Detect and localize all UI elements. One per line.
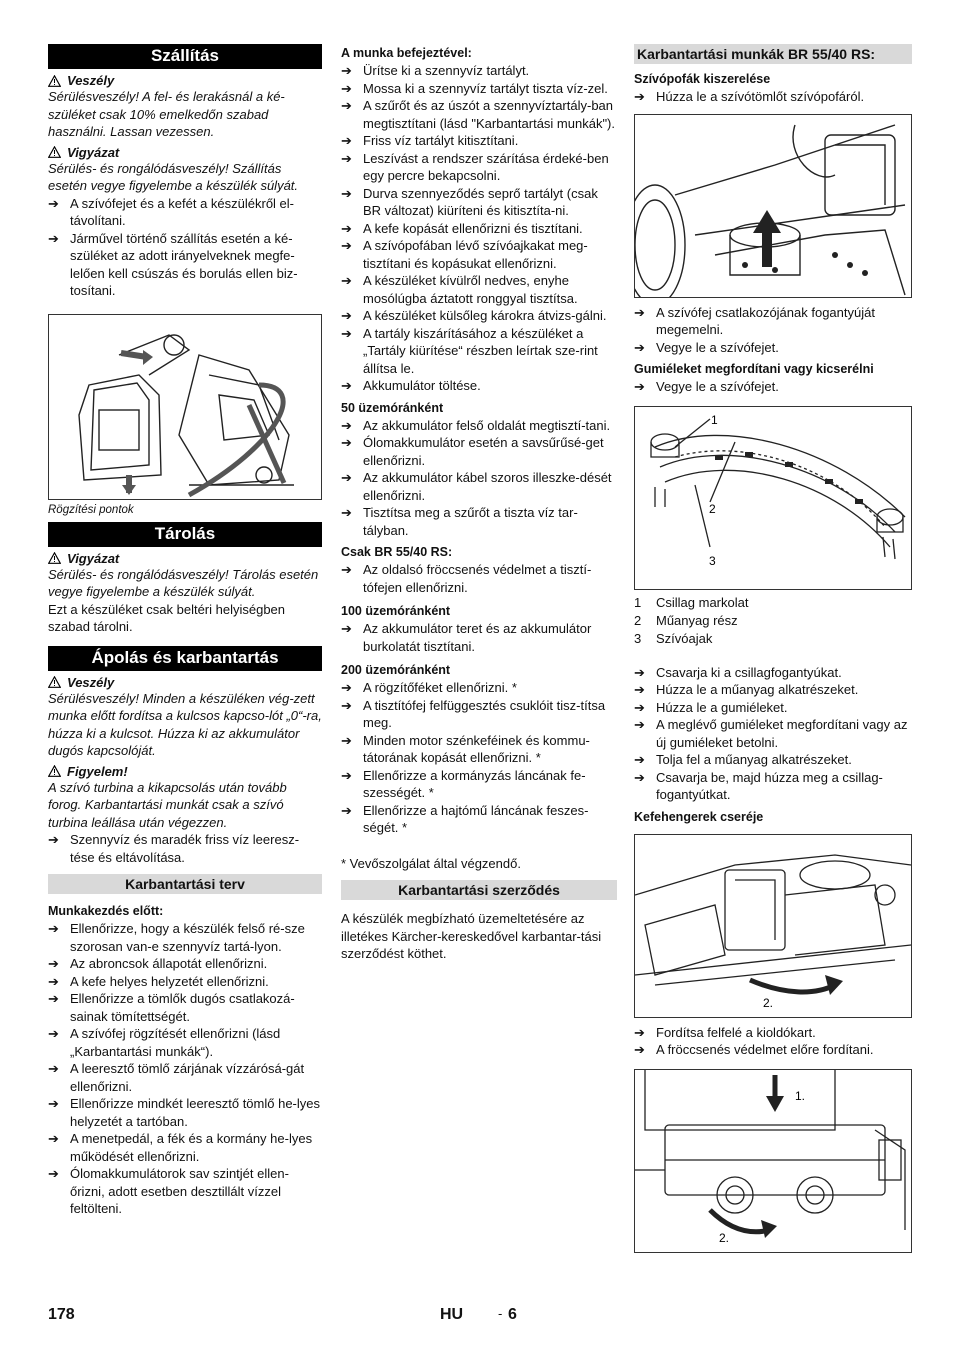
subheading-before-work: Munkakezdés előtt: — [48, 904, 164, 918]
arrow-right-icon: ➔ — [341, 80, 352, 96]
subheading-remove-squeegee: Szívópofák kiszerelése — [634, 72, 771, 86]
page-separator: - — [498, 1306, 503, 1321]
list-item: ➔ Durva szennyeződés seprő tartályt (csak BR változat) kiüríteni és kitisztíta-ni. — [341, 185, 598, 218]
list-item: ➔ Leszívást a rendszer szárítása érdeké-ben egy percre bekapcsolni. — [341, 150, 609, 183]
arrow-right-icon: ➔ — [341, 98, 352, 113]
list-item: ➔ A kefe helyes helyzetét ellenőrizni. — [48, 973, 269, 989]
arrow-right-icon: ➔ — [341, 562, 352, 577]
arrow-right-icon: ➔ — [634, 89, 645, 104]
warning-caution-2 — [48, 551, 322, 566]
arrow-right-icon: ➔ — [341, 220, 352, 236]
legend-item: 3 Szívóajak — [634, 630, 713, 646]
page-number: 178 — [48, 1306, 75, 1323]
warning-triangle-icon — [48, 676, 61, 688]
subheading-200h: 200 üzemóránként — [341, 663, 451, 677]
list-item: ➔ Friss víz tartályt kitisztítani. — [341, 133, 519, 148]
warning-title: Vigyázat — [67, 550, 120, 566]
arrow-right-icon: ➔ — [341, 150, 352, 166]
list-item: ➔ Ellenőrizze a hajtómű láncának feszes-ségét. * — [341, 802, 589, 835]
warning-attention — [48, 764, 322, 779]
figure-label-3: 3 — [709, 553, 716, 568]
arrow-right-icon: ➔ — [48, 195, 59, 211]
warning-text: Sérülésveszély! A fel- és lerakásnál a ké-szüléket csak 10% emelkedőn szabad használni. Lassan vezessen. — [48, 89, 285, 139]
figure-release-lever — [634, 834, 912, 1018]
arrow-right-icon: ➔ — [341, 63, 352, 78]
list-item: ➔ Tisztítsa meg a szűrőt a tiszta víz tar-tályban. — [341, 505, 578, 538]
footnote: * Vevőszolgálat által végzendő. — [341, 855, 521, 871]
figure-label-2: 2. — [763, 995, 774, 1010]
list-item: ➔ Ólomakkumulátorok sav szintjét ellen-őrizni, adott esetben desztillált vízzel feltölteni. — [48, 1166, 289, 1216]
list-item: ➔ A szívófejet és a kefét a készülékről el-távolítani. — [48, 195, 294, 228]
list-item: ➔ Csavarja be, majd húzza meg a csillag-fogantyútkat. — [634, 769, 883, 802]
list-item: ➔ A készüléket kívülről nedves, enyhe mosólúgba áztatott ronggyal tisztítsa. — [341, 273, 578, 306]
list-item: ➔ Szennyvíz és maradék friss víz leeresz-tése és eltávolítása. — [48, 832, 300, 865]
warning-title: Vigyázat — [67, 144, 120, 160]
list-item: ➔ Húzza le a szívótömlőt szívópofáról. — [634, 89, 865, 104]
heading-maintenance-work: Karbantartási munkák BR 55/40 RS: — [634, 44, 912, 64]
arrow-right-icon: ➔ — [634, 769, 645, 785]
list-item: ➔ Húzza le a gumiéleket. — [634, 699, 788, 715]
arrow-right-icon: ➔ — [48, 230, 59, 246]
list-item: ➔ A kefe kopását ellenőrizni és tisztítani. — [341, 220, 583, 236]
language-code: HU — [440, 1306, 464, 1323]
list-item: ➔ Vegye le a szívófejet. — [634, 379, 779, 394]
list-item: ➔ Vegye le a szívófejet. — [634, 339, 779, 355]
arrow-right-icon: ➔ — [341, 417, 352, 433]
arrow-right-icon: ➔ — [48, 1061, 59, 1076]
figure-label-2: 2. — [719, 1230, 730, 1245]
arrow-right-icon: ➔ — [341, 732, 352, 748]
figure-suction-hose — [634, 114, 912, 298]
list-item: ➔ A szívófej csatlakozójának fogantyúját megemelni. — [634, 304, 875, 337]
subheading-50h: 50 üzemóránként — [341, 400, 444, 415]
subheading-end-of-work: A munka befejeztével: — [341, 46, 472, 60]
arrow-right-icon: ➔ — [341, 621, 352, 636]
arrow-right-icon: ➔ — [341, 470, 352, 485]
list-item: ➔ A szűrőt és az úszót a szennyvíztartály-ban megtisztítani (lásd "Karbantartási munkák"). — [341, 98, 615, 131]
subheading-rubber-blades: Gumiéleket megfordítani vagy kicserélni — [634, 362, 874, 376]
figure-tie-down-points — [48, 314, 322, 500]
arrow-right-icon: ➔ — [634, 699, 645, 715]
arrow-right-icon: ➔ — [341, 697, 352, 713]
arrow-right-icon: ➔ — [341, 238, 352, 253]
page-footer — [48, 1306, 912, 1330]
arrow-right-icon: ➔ — [48, 1096, 59, 1111]
list-item: ➔ Ellenőrizze mindkét leeresztő tömlő he-lyes helyzetét a tartóban. — [48, 1096, 320, 1129]
list-item: ➔ A szívópofában lévő szívóajkakat meg-tisztítani és kopásukat ellenőrizni. — [341, 238, 588, 271]
arrow-right-icon: ➔ — [634, 664, 645, 680]
list-item: ➔ Az akkumulátor kábel szoros illeszke-dését ellenőrizni. — [341, 470, 612, 503]
arrow-right-icon: ➔ — [341, 133, 352, 148]
arrow-right-icon: ➔ — [341, 185, 352, 201]
arrow-right-icon: ➔ — [634, 339, 645, 355]
figure-squeegee — [634, 406, 912, 590]
list-item: ➔ Az akkumulátor teret és az akkumulátor burkolatát tisztítani. — [341, 621, 592, 654]
arrow-right-icon: ➔ — [341, 680, 352, 695]
list-item: ➔ Ürítse ki a szennyvíz tartályt. — [341, 63, 530, 78]
warning-danger-2 — [48, 675, 322, 690]
column-middle — [341, 44, 617, 963]
warning-triangle-icon — [48, 75, 61, 87]
warning-triangle-icon — [48, 146, 61, 158]
arrow-right-icon: ➔ — [634, 304, 645, 320]
warning-triangle-icon — [48, 552, 61, 564]
warning-title: Veszély — [67, 73, 115, 88]
list-item: ➔ A tisztítófej felfüggesztés csuklóit tisz-títsa meg. — [341, 697, 606, 730]
list-item: ➔ Ólomakkumulátor esetén a savsűrűsé-get ellenőrizni. — [341, 435, 604, 468]
list-item: ➔ A leeresztő tömlő zárjának vízzárósá-gát ellenőrizni. — [48, 1061, 305, 1094]
list-item: ➔ A fröccsenés védelmet előre fordítani. — [634, 1042, 874, 1057]
column-right — [634, 44, 912, 1253]
arrow-right-icon: ➔ — [341, 308, 352, 323]
arrow-right-icon: ➔ — [48, 832, 59, 847]
list-item: ➔ Fordítsa felfelé a kioldókart. — [634, 1024, 816, 1040]
figure-label-1: 1 — [711, 412, 718, 427]
arrow-right-icon: ➔ — [48, 1131, 59, 1146]
list-item: ➔ Az akkumulátor felső oldalát megtisztí-tani. — [341, 417, 611, 433]
warning-caution-1 — [48, 145, 322, 160]
list-item: ➔ Járművel történő szállítás esetén a ké-szüléket az adott irányelveknek megfe-lelően kell csúszás és borulás ellen biz-tosítani. — [48, 230, 298, 298]
column-left — [48, 44, 322, 1218]
figure-label-2: 2 — [709, 501, 716, 516]
page-index: 6 — [508, 1306, 517, 1323]
arrow-right-icon: ➔ — [341, 767, 352, 783]
list-item: ➔ Akkumulátor töltése. — [341, 378, 481, 393]
list-item: ➔ Húzza le a műanyag alkatrészeket. — [634, 682, 859, 697]
heading-maintenance-plan: Karbantartási terv — [48, 874, 322, 894]
arrow-right-icon: ➔ — [634, 682, 645, 697]
list-item: ➔ A menetpedál, a fék és a kormány he-lyes működését ellenőrizni. — [48, 1131, 313, 1164]
list-item: ➔ Csavarja ki a csillagfogantyúkat. — [634, 664, 842, 680]
figure-label-1: 1. — [795, 1088, 806, 1103]
figure-caption: Rögzítési pontok — [48, 503, 134, 516]
warning-text: A szívó turbina a kikapcsolás után tovább forog. Karbantartási munkát csak a szívó turbina leállása után végezzen. — [48, 779, 287, 830]
list-item: ➔ A tartály kiszárításához a készüléket a „Tartály kiürítése“ részben leírtak sze-rint állítsa le. — [341, 325, 598, 376]
contract-text: A készülék megbízható üzemeltetésére az illetékes Kärcher-kereskedővel karbantar-tási szerződést köthet. — [341, 911, 602, 961]
heading-transport: Szállítás — [48, 44, 322, 69]
arrow-right-icon: ➔ — [341, 802, 352, 818]
subheading-br-only: Csak BR 55/40 RS: — [341, 545, 453, 559]
list-item: ➔ Mossa ki a szennyvíz tartályt tiszta víz-zel. — [341, 80, 608, 96]
heading-storage: Tárolás — [48, 522, 322, 547]
list-item: ➔ Ellenőrizze a tömlők dugós csatlakozá-sainak tömítettségét. — [48, 991, 295, 1024]
list-item: ➔ Ellenőrizze a kormányzás láncának fe-szességét. * — [341, 767, 586, 800]
legend-item: 2 Műanyag rész — [634, 612, 738, 628]
figure-splash-guard — [634, 1069, 912, 1253]
heading-maintenance-contract: Karbantartási szerződés — [341, 880, 617, 900]
list-item: ➔ A rögzítőféket ellenőrizni. * — [341, 680, 517, 695]
arrow-right-icon: ➔ — [341, 325, 352, 341]
warning-triangle-icon — [48, 765, 61, 777]
warning-text: Sérülés- és rongálódásveszély! Szállítás esetén vegye figyelembe a készülék súlyát. — [48, 160, 299, 193]
arrow-right-icon: ➔ — [634, 1042, 645, 1057]
arrow-right-icon: ➔ — [341, 378, 352, 393]
list-item: ➔ A készüléket külsőleg károkra átvizs-gálni. — [341, 308, 607, 323]
arrow-right-icon: ➔ — [48, 991, 59, 1006]
warning-text: Sérülésveszély! Minden a készüléken vég-zett munka előtt fordítsa a kulcsos kapcso-lót „0“-ra, húzza ki a kulcsot. Húzza ki az akkumulátor dugós kapcsolóját. — [48, 690, 322, 758]
storage-text: Ezt a készüléket csak beltéri helyiségben szabad tárolni. — [48, 601, 286, 634]
list-item: ➔ Az abroncsok állapotát ellenőrizni. — [48, 956, 268, 971]
arrow-right-icon: ➔ — [48, 956, 59, 971]
warning-text: Sérülés- és rongálódásveszély! Tárolás esetén vegye figyelembe a készülék súlyát. — [48, 566, 319, 599]
list-item: ➔ Tolja fel a műanyag alkatrészeket. — [634, 752, 852, 767]
heading-care: Ápolás és karbantartás — [48, 646, 322, 671]
arrow-right-icon: ➔ — [48, 1166, 59, 1181]
arrow-right-icon: ➔ — [48, 973, 59, 989]
subheading-brush-replace: Kefehengerek cseréje — [634, 809, 764, 824]
list-item: ➔ Az oldalsó fröccsenés védelmet a tisztí-tófejen ellenőrizni. — [341, 562, 592, 595]
warning-danger-1 — [48, 73, 322, 88]
arrow-right-icon: ➔ — [634, 1024, 645, 1040]
arrow-right-icon: ➔ — [48, 1026, 59, 1041]
list-item: ➔ A szívófej rögzítését ellenőrizni (lásd „Karbantartási munkák“). — [48, 1026, 281, 1059]
arrow-right-icon: ➔ — [634, 379, 645, 394]
list-item: ➔ Ellenőrizze, hogy a készülék felső ré-sze szorosan van-e szennyvíz tartá-lyon. — [48, 921, 305, 954]
legend-item: 1 Csillag markolat — [634, 594, 749, 610]
warning-title: Figyelem! — [67, 763, 128, 779]
arrow-right-icon: ➔ — [341, 435, 352, 450]
subheading-100h: 100 üzemóránként — [341, 604, 451, 618]
arrow-right-icon: ➔ — [341, 505, 352, 520]
warning-title: Veszély — [67, 674, 115, 690]
list-item: ➔ A meglévő gumiéleket megfordítani vagy az új gumiéleket betolni. — [634, 717, 908, 750]
arrow-right-icon: ➔ — [634, 752, 645, 767]
list-item: ➔ Minden motor szénkeféinek és kommu-tátorának kopását ellenőrizni. * — [341, 732, 590, 765]
arrow-right-icon: ➔ — [48, 921, 59, 936]
arrow-right-icon: ➔ — [341, 273, 352, 288]
arrow-right-icon: ➔ — [634, 717, 645, 732]
